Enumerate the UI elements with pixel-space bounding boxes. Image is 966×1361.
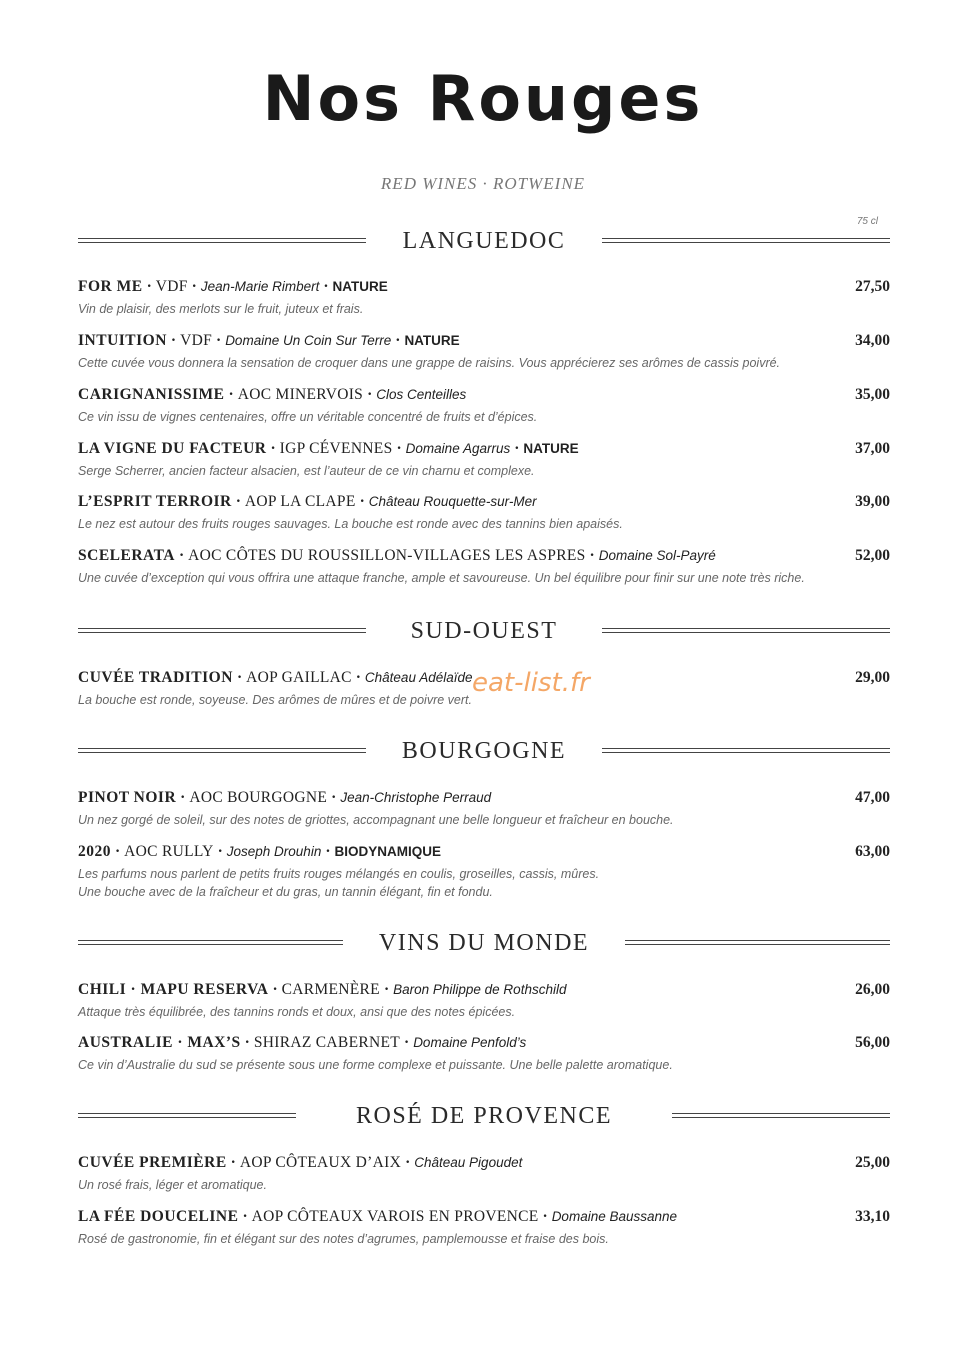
wine-price: 39,00 — [855, 493, 890, 510]
wine-description: Rosé de gastronomie, fin et élégant sur des notes d’agrumes, pamplemousse et fraise des bois. — [78, 1232, 609, 1246]
separator-dot: · — [191, 278, 197, 295]
wine-name: LA FÉE DOUCELINE — [78, 1208, 239, 1225]
wine-appellation: AOC RULLY — [124, 843, 214, 860]
volume-label: 75 cl — [856, 216, 878, 227]
separator-dot: · — [115, 843, 121, 860]
wine-producer: Domaine Agarrus — [405, 441, 511, 456]
separator-dot: · — [180, 789, 186, 806]
section-title: BOURGOGNE — [401, 738, 567, 764]
wine-line — [78, 277, 890, 297]
wine-producer: Domaine Sol-Payré — [598, 548, 716, 563]
section-rose-de-provence — [78, 1102, 890, 1246]
wine-price: 26,00 — [855, 981, 890, 998]
wine-entry — [78, 492, 890, 533]
wine-line — [78, 1153, 890, 1173]
wine-entry — [78, 788, 890, 829]
separator-dot: · — [405, 1154, 411, 1171]
section-bourgogne — [78, 737, 890, 899]
wine-price: 35,00 — [855, 386, 890, 403]
wine-description: Les parfums nous parlent de petits fruits rouges mélangés en coulis, groseilles, cassis, mûres. — [78, 867, 600, 881]
wine-appellation: AOP CÔTEAUX VAROIS EN PROVENCE — [251, 1208, 539, 1225]
wine-description: La bouche est ronde, soyeuse. Des arômes de mûres et de poivre vert. — [78, 693, 472, 707]
wine-description: Ce vin issu de vignes centenaires, offre un véritable concentré de fruits et d’épices. — [78, 410, 538, 424]
wine-name: AUSTRALIE · MAX’S — [78, 1034, 241, 1051]
wine-description: Cette cuvée vous donnera la sensation de croquer dans une grappe de raisins. Vous apprécierez ses arômes de cassis poivré. — [78, 356, 781, 370]
section-header — [78, 617, 890, 647]
section-header — [78, 929, 890, 959]
wine-appellation: CARMENÈRE — [281, 981, 380, 998]
wine-appellation: SHIRAZ CABERNET — [253, 1034, 401, 1051]
separator-dot: · — [589, 547, 595, 564]
wine-price: 34,00 — [855, 332, 890, 349]
wine-line — [78, 788, 890, 808]
separator-dot: · — [230, 1154, 236, 1171]
wine-tag: NATURE — [332, 279, 388, 294]
wine-entry — [78, 1207, 890, 1248]
wine-producer: Château Pigoudet — [414, 1155, 523, 1170]
section-header — [78, 227, 890, 257]
separator-dot: · — [359, 493, 365, 510]
wine-line — [78, 1033, 890, 1053]
wine-entry — [78, 277, 890, 318]
page-subtitle: RED WINES · ROTWEINE — [380, 174, 586, 193]
wine-name: CHILI · MAPU RESERVA — [78, 981, 269, 998]
wine-description: Vin de plaisir, des merlots sur le fruit, juteux et frais. — [78, 302, 364, 316]
wine-appellation: VDF — [155, 278, 188, 295]
wine-entry — [78, 385, 890, 426]
wine-producer: Domaine Penfold’s — [413, 1035, 527, 1050]
wine-appellation: AOP GAILLAC — [246, 669, 352, 686]
separator-dot: · — [367, 386, 373, 403]
wine-appellation: AOC BOURGOGNE — [189, 789, 328, 806]
wine-entry — [78, 546, 890, 587]
separator-dot: · — [383, 981, 390, 998]
wine-appellation: AOP CÔTEAUX D’AIX — [239, 1154, 402, 1171]
separator-dot: · — [178, 547, 185, 564]
wine-price: 52,00 — [855, 547, 890, 564]
separator-dot: · — [396, 440, 402, 457]
separator-dot: · — [228, 386, 234, 403]
wine-description: Un nez gorgé de soleil, sur des notes de griottes, accompagnant une belle longueur et fraîcheur en bouche. — [78, 813, 674, 827]
separator-dot: · — [272, 981, 278, 998]
section-title: LANGUEDOC — [402, 228, 566, 254]
wine-producer: Joseph Drouhin — [226, 844, 322, 859]
wine-description: Une cuvée d’exception qui vous offrira une attaque franche, ample et savoureuse. Un bel équilibre pour finir sur une note très riche. — [78, 571, 805, 585]
section-title: SUD-OUEST — [410, 618, 558, 644]
section-rule-right — [602, 628, 890, 633]
wine-line — [78, 546, 890, 566]
separator-dot: · — [331, 789, 337, 806]
wine-price: 29,00 — [855, 669, 890, 686]
section-rule-right — [602, 238, 890, 243]
wine-name: CARIGNANISSIME — [78, 386, 225, 403]
wine-appellation: IGP CÉVENNES — [279, 440, 393, 457]
wine-name: 2020 — [78, 843, 111, 860]
wine-line — [78, 980, 890, 1000]
wine-producer: Baron Philippe de Rothschild — [393, 982, 567, 997]
wine-line — [78, 492, 890, 512]
wine-name: SCELERATA — [78, 547, 175, 564]
wine-name: LA VIGNE DU FACTEUR — [78, 440, 267, 457]
separator-dot: · — [355, 669, 361, 686]
wine-name: L’ESPRIT TERROIR — [78, 493, 232, 510]
section-vins-du-monde — [78, 929, 890, 1072]
section-header — [78, 737, 890, 767]
wine-entry — [78, 1153, 890, 1194]
separator-dot: · — [242, 1208, 248, 1225]
wine-price: 25,00 — [855, 1154, 890, 1171]
wine-price: 47,00 — [855, 789, 890, 806]
wine-name: PINOT NOIR — [78, 789, 177, 806]
wine-name: FOR ME — [78, 278, 143, 295]
wine-producer: Jean-Marie Rimbert — [200, 279, 320, 294]
wine-name: CUVÉE TRADITION — [78, 669, 233, 686]
page-title: Nos Rouges — [262, 62, 704, 135]
wine-line — [78, 331, 890, 351]
separator-dot: · — [216, 332, 222, 349]
wine-description: Ce vin d’Australie du sud se présente sous une forme complexe et puissante. Une belle palette aromatique. — [78, 1058, 673, 1072]
wine-appellation: AOP LA CLAPE — [244, 493, 356, 510]
separator-dot: · — [236, 669, 243, 686]
wine-producer: Domaine Baussanne — [551, 1209, 678, 1224]
separator-dot: · — [270, 440, 276, 457]
separator-dot: · — [395, 332, 401, 349]
section-languedoc — [78, 227, 890, 585]
wine-price: 37,00 — [855, 440, 890, 457]
separator-dot: · — [404, 1034, 410, 1051]
wine-appellation: AOC CÔTES DU ROUSSILLON-VILLAGES LES ASPRES — [188, 547, 586, 564]
wine-line — [78, 439, 890, 459]
wine-appellation: VDF — [180, 332, 213, 349]
section-rule-right — [625, 940, 890, 945]
wine-price: 27,50 — [855, 278, 890, 295]
wine-producer: Clos Centeilles — [376, 387, 467, 402]
wine-entry — [78, 439, 890, 480]
section-header — [78, 1102, 890, 1132]
wine-producer: Domaine Un Coin Sur Terre — [225, 333, 392, 348]
wine-line — [78, 385, 890, 405]
wine-price: 33,10 — [855, 1208, 890, 1225]
separator-dot: · — [217, 843, 223, 860]
section-rule-right — [672, 1113, 890, 1118]
separator-dot: · — [146, 278, 152, 295]
separator-dot: · — [323, 278, 329, 295]
wine-price: 56,00 — [855, 1034, 890, 1051]
wine-producer: Château Rouquette-sur-Mer — [368, 494, 537, 509]
wine-appellation: AOC MINERVOIS — [237, 386, 364, 403]
separator-dot: · — [244, 1034, 250, 1051]
watermark: eat-list.fr — [472, 668, 590, 698]
separator-dot: · — [170, 332, 177, 349]
wine-entry — [78, 331, 890, 372]
wine-name: INTUITION — [78, 332, 167, 349]
wine-name: CUVÉE PREMIÈRE — [78, 1154, 227, 1171]
wine-description: Le nez est autour des fruits rouges sauvages. La bouche est ronde avec des tannins bien apaisés. — [78, 517, 623, 531]
wine-description-line-2: Une bouche avec de la fraîcheur et du gras, un tannin élégant, fin et fondu. — [78, 885, 493, 899]
wine-tag: BIODYNAMIQUE — [334, 844, 442, 859]
wine-tag: NATURE — [523, 441, 579, 456]
separator-dot: · — [325, 843, 331, 860]
separator-dot: · — [542, 1208, 548, 1225]
separator-dot: · — [235, 493, 241, 510]
wine-description: Attaque très équilibrée, des tannins ronds et doux, ansi que des notes épicées. — [78, 1005, 516, 1019]
wine-entry — [78, 980, 890, 1021]
wine-line — [78, 1207, 890, 1227]
wine-entry — [78, 1033, 890, 1074]
wine-producer: Château Adélaïde — [364, 670, 473, 685]
section-title: VINS DU MONDE — [378, 930, 590, 956]
separator-dot: · — [514, 440, 520, 457]
wine-entry — [78, 842, 890, 901]
wine-tag: NATURE — [404, 333, 460, 348]
wine-description: Serge Scherrer, ancien facteur alsacien, est l’auteur de ce vin charnu et complexe. — [78, 464, 535, 478]
section-title: ROSÉ DE PROVENCE — [355, 1103, 613, 1129]
wine-price: 63,00 — [855, 843, 890, 860]
wine-description: Un rosé frais, léger et aromatique. — [78, 1178, 267, 1192]
wine-line — [78, 842, 890, 862]
wine-producer: Jean-Christophe Perraud — [340, 790, 492, 805]
section-rule-right — [602, 748, 890, 753]
